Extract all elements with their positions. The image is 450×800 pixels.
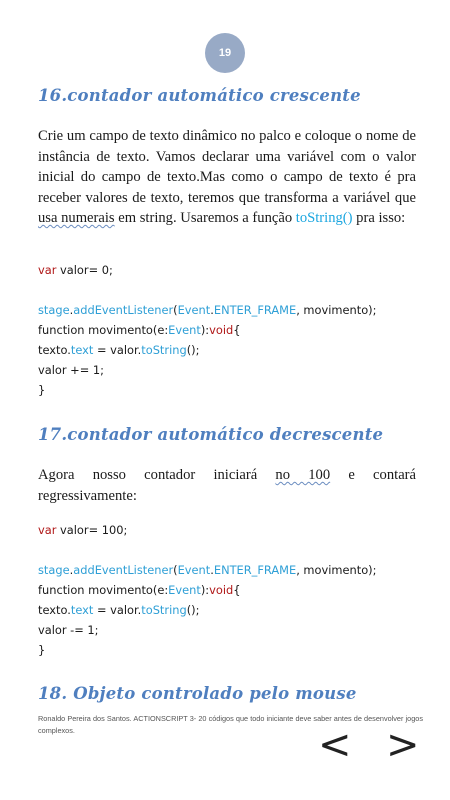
code-line bbox=[38, 360, 376, 380]
page-number: 19 bbox=[218, 47, 232, 59]
code-keyword-var: var bbox=[38, 523, 57, 537]
paragraph-text: Crie um campo de texto dinâmico no palco e coloque o nome de instância de texto. Vamos declarar uma variável com o valor inicial do campo de texto.Mas como o campo de texto é pra receber valores de texto, teremos que transforma a variável que bbox=[38, 128, 416, 206]
code-token: movimento(e: bbox=[84, 583, 169, 597]
code-token: text bbox=[70, 343, 94, 357]
code-token: toString bbox=[141, 343, 187, 357]
code-token: . bbox=[69, 563, 74, 577]
code-line bbox=[38, 380, 376, 400]
code-token: . bbox=[210, 563, 214, 577]
code-token: } bbox=[38, 643, 46, 657]
code-token: (); bbox=[186, 343, 200, 357]
code-token: = valor. bbox=[93, 603, 142, 617]
code-token: ( bbox=[173, 303, 178, 317]
code-line bbox=[38, 600, 376, 620]
previous-page-arrow-icon[interactable]: < bbox=[318, 722, 352, 768]
code-token: { bbox=[233, 583, 241, 597]
code-line bbox=[38, 320, 376, 340]
code-line bbox=[38, 340, 376, 360]
code-token: texto bbox=[38, 603, 68, 617]
code-block-16 bbox=[38, 300, 376, 400]
code-text: valor= 0; bbox=[56, 263, 113, 277]
code-token: Event bbox=[168, 323, 201, 337]
code-token: . bbox=[67, 343, 71, 357]
section-17-paragraph bbox=[38, 465, 416, 506]
code-block-var-17 bbox=[38, 520, 127, 540]
code-token: stage bbox=[38, 303, 70, 317]
paragraph-text: em string. Usaremos a função bbox=[114, 210, 296, 226]
code-line bbox=[38, 520, 127, 540]
spellcheck-underlined-text: no 100 bbox=[275, 467, 331, 483]
footer-credit: Ronaldo Pereira dos Santos. ACTIONSCRIPT 3- 20 códigos que todo iniciante deve saber antes de desenvolver jogos complexos. bbox=[38, 714, 423, 735]
code-token: ENTER_FRAME bbox=[213, 563, 297, 577]
code-token: void bbox=[209, 583, 234, 597]
code-line bbox=[38, 560, 376, 580]
code-token: . bbox=[67, 603, 71, 617]
section-17-heading: 17.contador automático decrescente bbox=[38, 425, 384, 444]
code-token: valor += 1; bbox=[38, 363, 104, 377]
code-token: Event bbox=[177, 303, 211, 317]
code-block-var-16 bbox=[38, 260, 113, 280]
code-token: = valor. bbox=[93, 343, 142, 357]
code-token: void bbox=[209, 323, 234, 337]
code-line bbox=[38, 580, 376, 600]
code-token: . bbox=[210, 303, 214, 317]
code-token: movimento(e: bbox=[84, 323, 169, 337]
code-token: . bbox=[69, 303, 74, 317]
code-token: valor -= 1; bbox=[38, 623, 99, 637]
code-line bbox=[38, 640, 376, 660]
code-token: Event bbox=[177, 563, 211, 577]
spellcheck-underlined-text: usa numerais bbox=[38, 210, 115, 226]
paragraph-text: Agora nosso contador iniciará bbox=[38, 467, 276, 483]
paragraph-text: e contará regressivamente: bbox=[38, 467, 417, 504]
code-token: function bbox=[38, 583, 85, 597]
code-token: (); bbox=[186, 603, 200, 617]
code-token: text bbox=[70, 603, 94, 617]
code-text: valor= 100; bbox=[56, 523, 128, 537]
code-line bbox=[38, 260, 113, 280]
code-token: , movimento); bbox=[296, 303, 377, 317]
code-token: addEventListener bbox=[73, 303, 174, 317]
section-18-heading: 18. Objeto controlado pelo mouse bbox=[38, 684, 357, 703]
code-token: ENTER_FRAME bbox=[213, 303, 297, 317]
code-token: } bbox=[38, 383, 46, 397]
code-token: toString bbox=[141, 603, 187, 617]
section-16-heading: 16.contador automático crescente bbox=[38, 86, 361, 105]
code-token: { bbox=[233, 323, 241, 337]
code-block-17 bbox=[38, 560, 376, 660]
code-line bbox=[38, 300, 376, 320]
code-line bbox=[38, 620, 376, 640]
code-token: ( bbox=[173, 563, 178, 577]
page-number-badge bbox=[205, 33, 245, 73]
code-token: function bbox=[38, 323, 85, 337]
paragraph-text: pra isso: bbox=[352, 210, 406, 226]
next-page-arrow-icon[interactable]: > bbox=[386, 722, 420, 768]
code-token: ): bbox=[200, 323, 210, 337]
code-token: addEventListener bbox=[73, 563, 174, 577]
code-token: ): bbox=[200, 583, 210, 597]
code-token: stage bbox=[38, 563, 70, 577]
code-token: , movimento); bbox=[296, 563, 377, 577]
section-16-paragraph bbox=[38, 126, 416, 229]
code-token: texto bbox=[38, 343, 68, 357]
code-token: Event bbox=[168, 583, 201, 597]
function-name-highlight: toString() bbox=[295, 210, 353, 226]
code-keyword-var: var bbox=[38, 263, 57, 277]
